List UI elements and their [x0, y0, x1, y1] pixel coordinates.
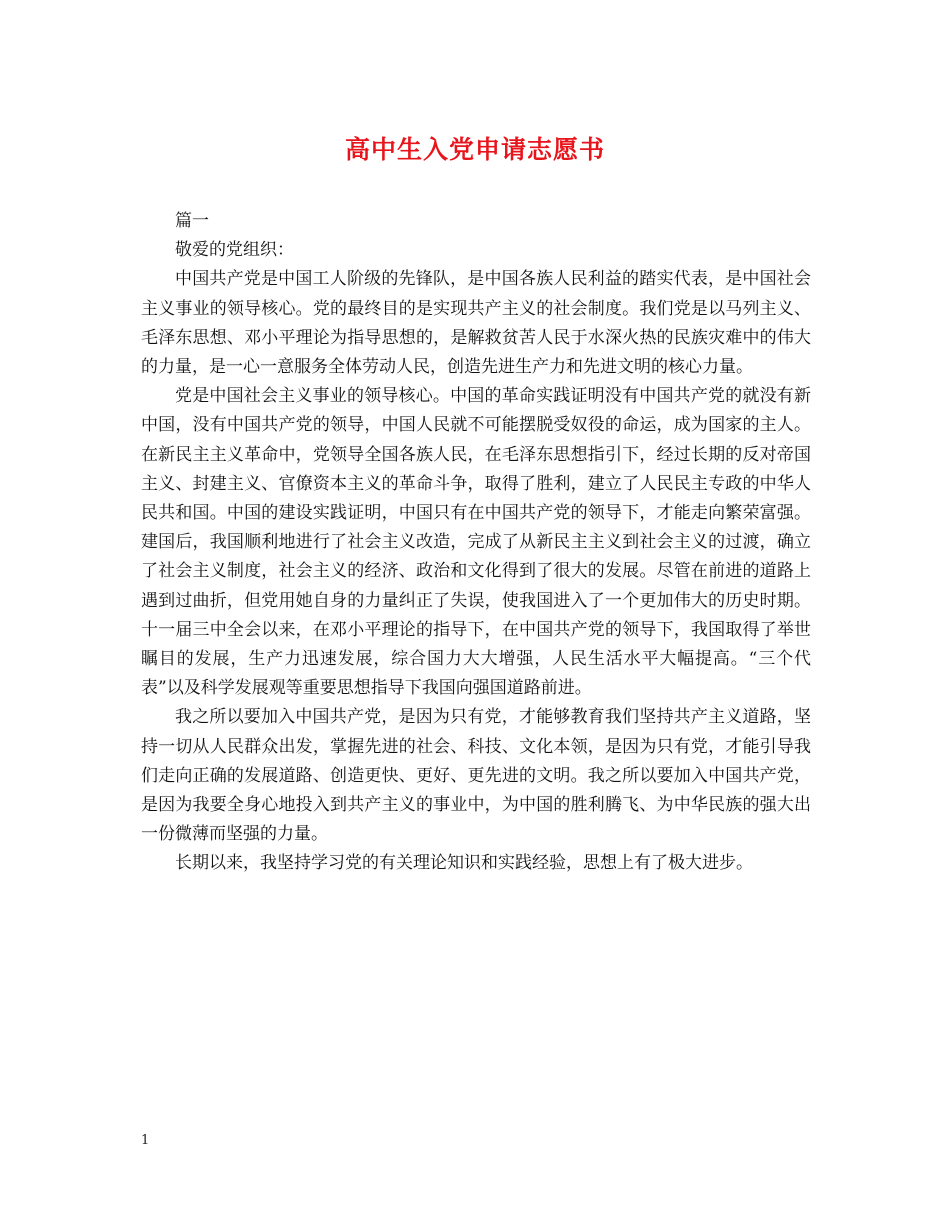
paragraph: 长期以来，我坚持学习党的有关理论知识和实践经验，思想上有了极大进步。 [175, 853, 753, 874]
document-title: 高中生入党申请志愿书 [344, 135, 605, 164]
paragraph: 我之所以要加入中国共产党，是因为只有党，才能够教育我们坚持共产主义道路，坚持一切从人民群众出发，掌握先进的社会、科技、文化本领，是因为只有党，才能引导我们走向正确的发展道路、创造更快、更好、更先进的文明。我之所以要加入中国共产党，是因为我要全身心地投入到共产主义的事业中，为中国的胜利腾飞、为中华民族的强大出一份微薄而坚强的力量。 [141, 707, 811, 845]
section-label: 篇一 [175, 211, 209, 231]
document-body [141, 207, 811, 879]
paragraph: 党是中国社会主义事业的领导核心。中国的革命实践证明没有中国共产党的就没有新中国，没有中国共产党的领导，中国人民就不可能摆脱受奴役的命运，成为国家的主人。在新民主主义革命中，党领导全国各族人民，在毛泽东思想指引下，经过长期的反对帝国主义、封建主义、官僚资本主义的革命斗争，取得了胜利，建立了人民民主专政的中华人民共和国。中国的建设实践证明，中国只有在中国共产党的领导下，才能走向繁荣富强。建国后，我国顺利地进行了社会主义改造，完成了从新民主主义到社会主义的过渡，确立了社会主义制度，社会主义的经济、政治和文化得到了很大的发展。尽管在前进的道路上遇到过曲折，但党用她自身的力量纠正了失误，使我国进入了一个更加伟大的历史时期。十一届三中全会以来，在邓小平理论的指导下，在中国共产党的领导下，我国取得了举世瞩目的发展，生产力迅速发展，综合国力大大增强，人民生活水平大幅提高。“三个代表”以及科学发展观等重要思想指导下我国向强国道路前进。 [141, 386, 811, 699]
paragraph: 中国共产党是中国工人阶级的先锋队，是中国各族人民利益的踏实代表，是中国社会主义事业的领导核心。党的最终目的是实现共产主义的社会制度。我们党是以马列主义、毛泽东思想、邓小平理论为指导思想的，是解救贫苦人民于水深火热的民族灾难中的伟大的力量，是一心一意服务全体劳动人民，创造先进生产力和先进文明的核心力量。 [141, 269, 811, 378]
page-number: 1 [141, 1133, 150, 1148]
salutation: 敬爱的党组织： [175, 240, 294, 261]
